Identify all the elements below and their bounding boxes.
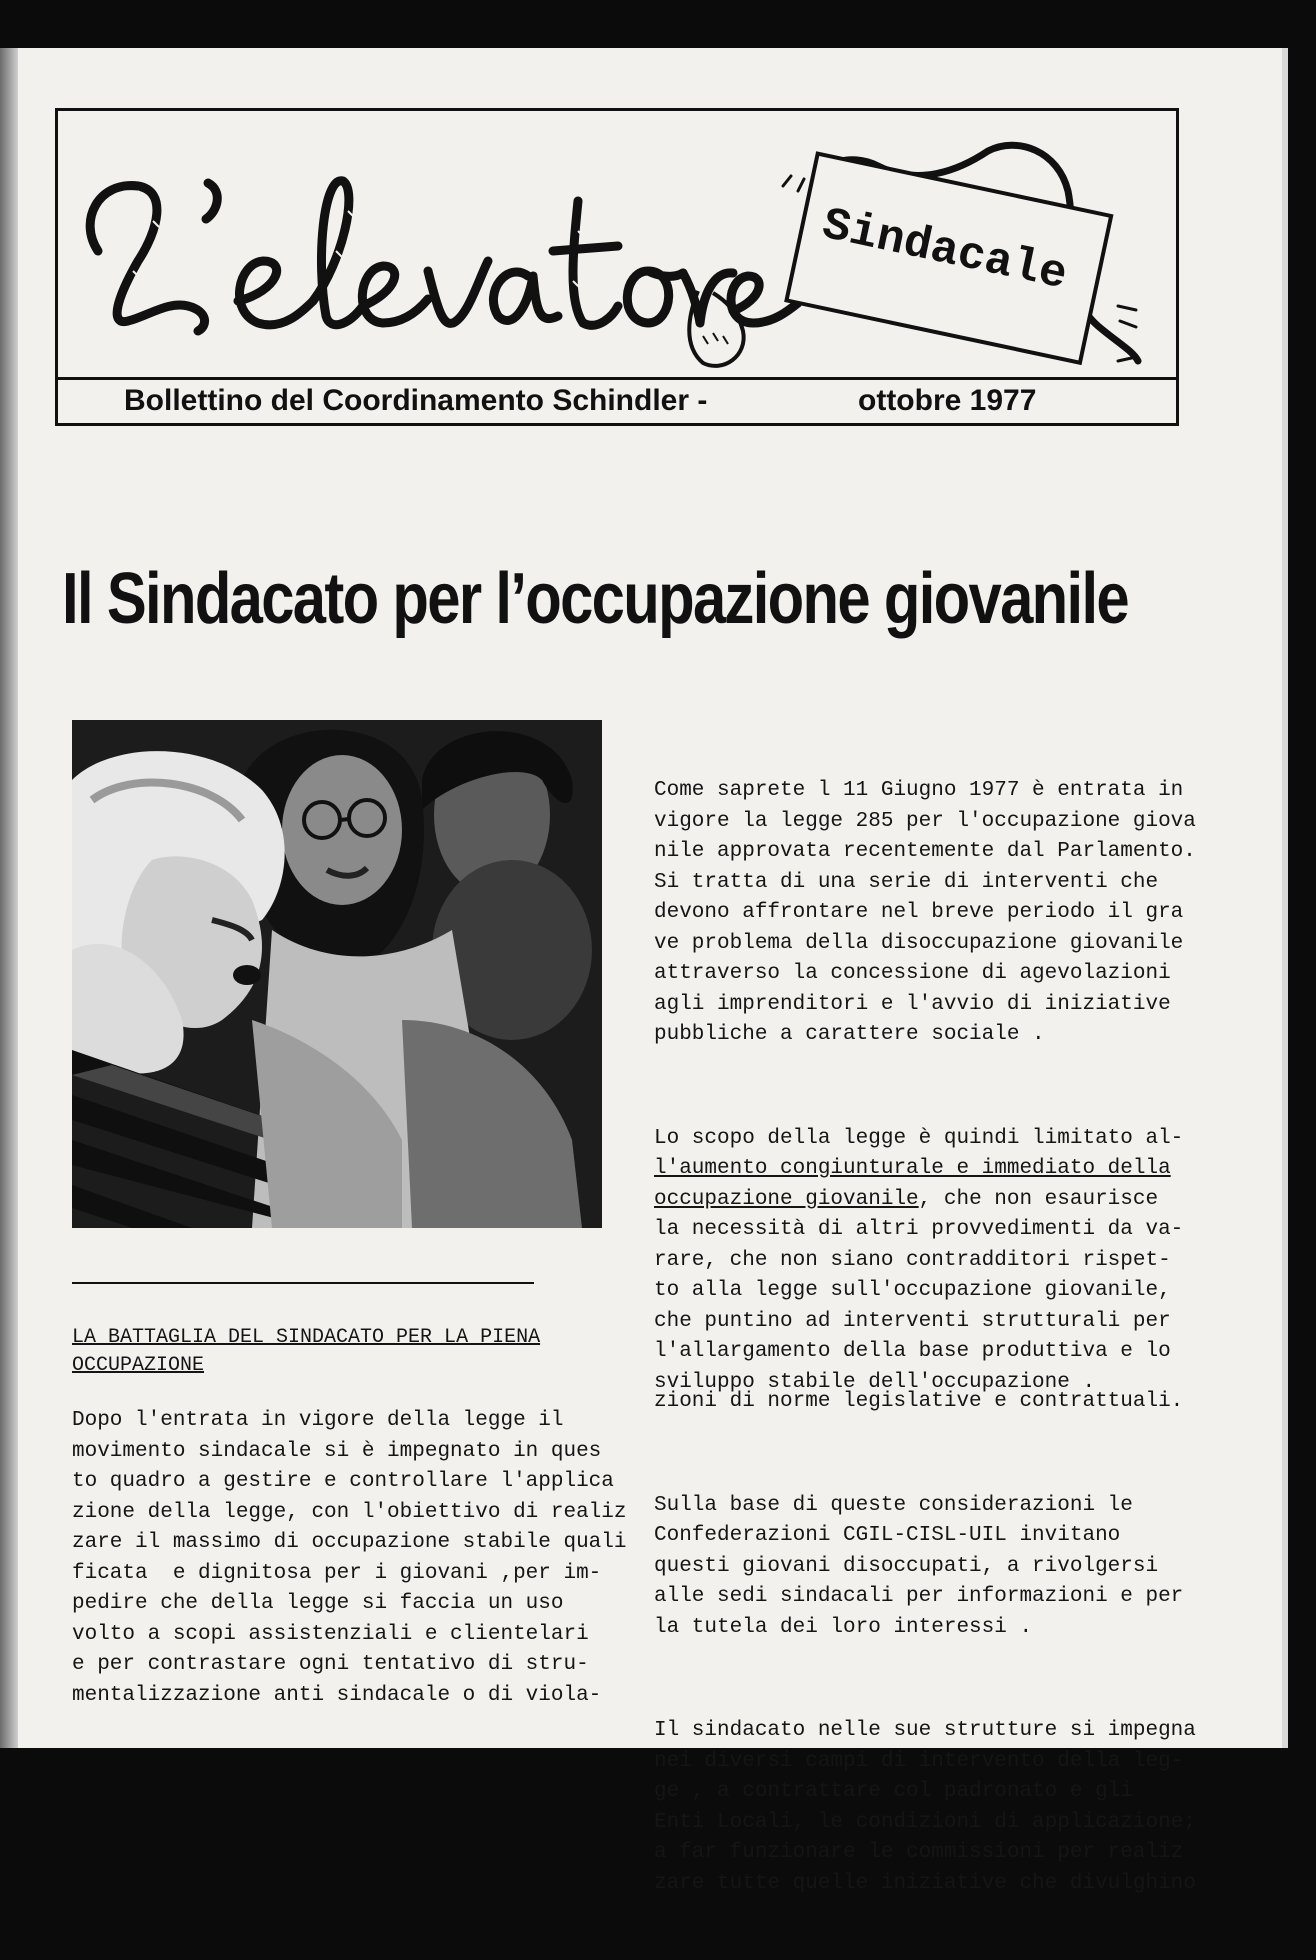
masthead-subtitle: Bollettino del Coordinamento Schindler - (124, 384, 708, 417)
paragraph-union-commitment (654, 1716, 1214, 1899)
article-column-right-bottom (654, 1326, 1214, 1960)
text-line: vigore la legge 285 per l'occupazione giova (654, 809, 1196, 833)
section-heading-line: OCCUPAZIONE (72, 1354, 205, 1377)
text-line-underlined: l'aumento congiunturale e immediato della (654, 1157, 1171, 1180)
section-heading-line: LA BATTAGLIA DEL SINDACATO PER LA PIENA (72, 1326, 541, 1349)
paragraph-continuation (654, 1387, 1214, 1418)
text-line: , che non esaurisce (918, 1187, 1159, 1211)
text-line: Enti Locali, le condizioni di applicazione; (654, 1810, 1196, 1834)
text-line: Dopo l'entrata in vigore della legge il (72, 1409, 564, 1432)
text-line: zare il massimo di occupazione stabile quali (72, 1531, 627, 1554)
text-line: alle sedi sindacali per informazioni e per (654, 1585, 1184, 1608)
text-line: zare tutte quelle iniziative che divulghino (654, 1871, 1196, 1895)
text-line: sviluppo stabile dell'occupazione . (654, 1370, 1096, 1394)
text-line: a far funzionare le commissioni per realiz (654, 1841, 1184, 1864)
text-line: Il sindacato nelle sue strutture si impegna (654, 1719, 1196, 1742)
newsletter-page (0, 48, 1282, 1895)
text-line: Si tratta di una serie di interventi che (654, 870, 1159, 894)
masthead-logo (58, 111, 1176, 377)
page-edge-shadow (0, 48, 18, 1748)
text-line: Lo scopo della legge è quindi limitato al- (654, 1126, 1184, 1150)
text-line: ve problema della disoccupazione giovanile (654, 931, 1184, 955)
headline: Il Sindacato per l’occupazione giovanile (62, 559, 1128, 639)
article-column-left-bottom (72, 1406, 632, 1711)
protest-photo-icon (72, 720, 602, 1228)
text-line: mentalizzazione anti sindacale o di viola- (72, 1683, 602, 1707)
text-line: zioni di norme legislative e contrattuali. (654, 1390, 1184, 1413)
text-line: zione della legge, con l'obiettivo di realiz (72, 1500, 627, 1524)
text-line: nei diversi campi di intervento della leg- (654, 1749, 1184, 1773)
sindacale-sign (787, 154, 1112, 363)
text-line: to quadro a gestire e controllare l'applica (72, 1470, 614, 1493)
text-line: ficata e dignitosa per i giovani ,per im- (72, 1561, 602, 1585)
text-line: agli imprenditori e l'avvio di iniziative (654, 992, 1171, 1016)
text-line: nile approvata recentemente dal Parlamento. (654, 840, 1196, 863)
text-line: questi giovani disoccupati, a rivolgersi (654, 1554, 1159, 1578)
text-line: movimento sindacale si è impegnato in ques (72, 1439, 602, 1463)
masthead-bar (58, 377, 1176, 423)
masthead-date: ottobre 1977 (858, 384, 1037, 417)
masthead (55, 108, 1179, 426)
text-line: e per contrastare ogni tentativo di stru- (72, 1653, 589, 1676)
text-line: l'allargamento della base produttiva e lo (654, 1340, 1171, 1363)
svg-text:Sindacale: Sindacale (817, 198, 1072, 302)
text-line: Sulla base di queste considerazioni le (654, 1493, 1133, 1517)
text-line: attraverso la concessione di agevolazioni (654, 962, 1171, 985)
text-line: che puntino ad interventi strutturali per (654, 1309, 1171, 1333)
text-line: pubbliche a carattere sociale . (654, 1023, 1045, 1046)
text-line: Come saprete l 11 Giugno 1977 è entrata in (654, 779, 1184, 802)
protest-photo (72, 720, 602, 1228)
text-line: ge , a contrattare col padronato e gli (654, 1780, 1133, 1803)
text-line: to alla legge sull'occupazione giovanile, (654, 1279, 1171, 1302)
text-line: rare, che non siano contradditori rispet- (654, 1248, 1171, 1272)
text-line: Confederazioni CGIL-CISL-UIL invitano (654, 1524, 1121, 1547)
text-line: volto a scopi assistenziali e clientelari (72, 1622, 589, 1646)
text-line-underlined: occupazione giovanile (654, 1187, 919, 1211)
paragraph-intro (654, 776, 1214, 1051)
text-line: la necessità di altri provvedimenti da va- (654, 1218, 1184, 1241)
text-line: devono affrontare nel breve periodo il gra (654, 901, 1184, 924)
section-heading (72, 1324, 632, 1380)
text-line: pedire che della legge si faccia un uso (72, 1592, 564, 1615)
section-divider (72, 1282, 534, 1284)
text-line: la tutela dei loro interessi . (654, 1615, 1033, 1639)
paragraph-confederations (654, 1491, 1214, 1644)
